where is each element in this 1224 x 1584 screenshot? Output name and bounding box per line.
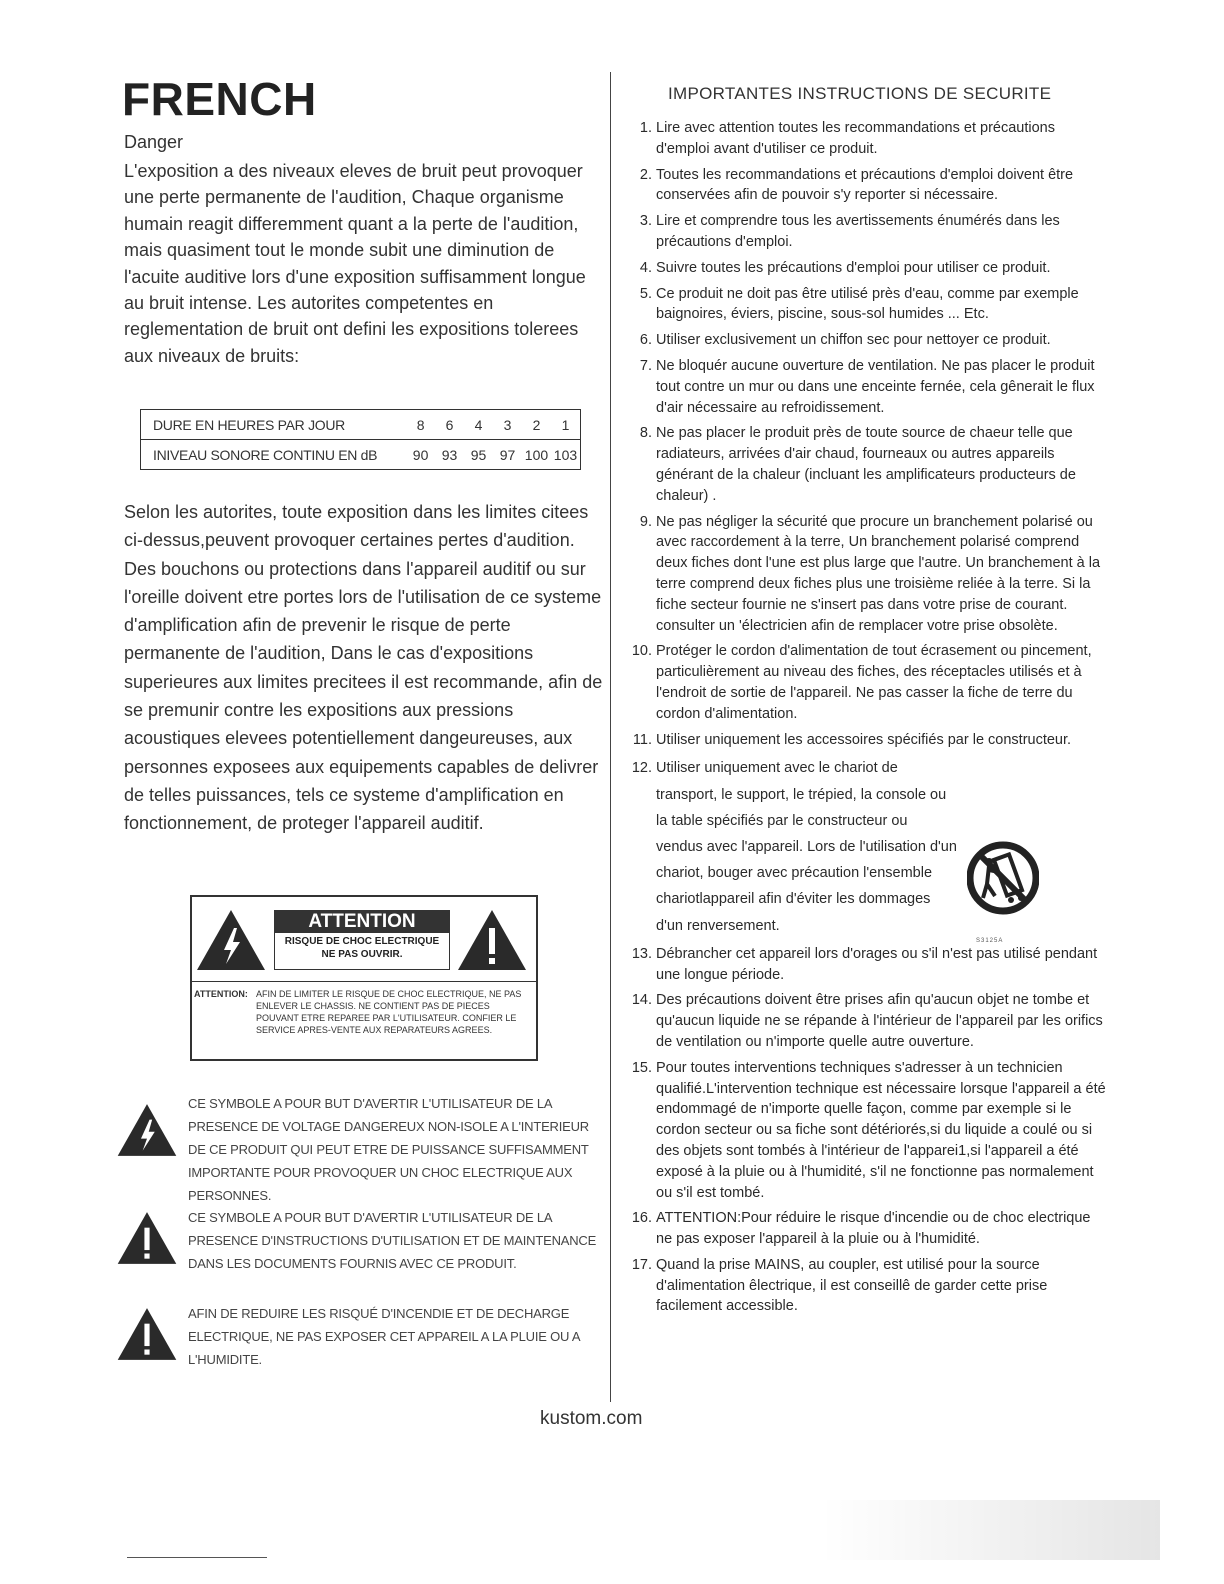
footer-website: kustom.com bbox=[540, 1408, 643, 1429]
item-text: Utiliser uniquement les accessoires spécifiés par le constructeur. bbox=[656, 731, 1072, 748]
hours-value: 2 bbox=[522, 410, 551, 440]
item-text: Ne pas placer le produit près de toute source de chaeur telle que radiateurs, arrivées d'air chaud, fourneaux ou autres appareils générant de la chaleur (incluant les amplificateurs producteurs de chaleur) . bbox=[656, 425, 1076, 504]
item-number: 8. bbox=[639, 425, 652, 442]
list-item bbox=[630, 330, 1108, 351]
attention-banner-line2: NE PAS OUVRIR. bbox=[321, 949, 403, 960]
noise-exposure-table bbox=[140, 409, 581, 470]
rain-warning-text: AFIN DE REDUIRE LES RISQUÉ D'INCENDIE ET DE DECHARGE ELECTRIQUE, NE PAS EXPOSER CET APPAREIL A LA PLUIE OU A L'HUMIDITE. bbox=[188, 1306, 580, 1367]
table-row bbox=[141, 410, 581, 440]
list-item bbox=[630, 944, 1108, 986]
item-number: 5. bbox=[639, 285, 652, 302]
level-value: 100 bbox=[522, 440, 551, 470]
item-text: Ne bloquér aucune ouverture de ventilation. Ne pas placer le produit tout contre un mur ou dans une enceinte fernée, cela gênerait le flux d'air nécessaire au refroidissement. bbox=[656, 357, 1095, 416]
level-row-label: INIVEAU SONORE CONTINU EN dB bbox=[141, 440, 407, 470]
cart-symbol-code: S3125A bbox=[976, 938, 1004, 944]
item-number: 12. bbox=[631, 760, 652, 777]
item-text: Lire et comprendre tous les avertissements énumérés dans les précautions d'emploi. bbox=[656, 213, 1060, 250]
list-item bbox=[630, 1208, 1108, 1250]
item-number: 7. bbox=[639, 357, 652, 374]
hours-value: 1 bbox=[551, 410, 581, 440]
item-text: Des précautions doivent être prises afin qu'aucun objet ne tombe et qu'aucun liquide ne se répande à l'intérieur de l'appareil par les orifics de ventilation ou n'importe quelle autre ouverture. bbox=[656, 992, 1103, 1050]
cart-tipover-icon bbox=[967, 820, 1039, 938]
item-text: Utiliser exclusivement un chiffon sec pour nettoyer ce produit. bbox=[656, 332, 1051, 349]
list-item bbox=[630, 641, 1108, 724]
item-text: Protéger le cordon d'alimentation de tout écrasement ou pincement, particulièrement au niveau des fiches, des réceptacles utilisés et à l'endroit de sortie de l'appareil. Ne pas casser la fiche de terre du cordon d'alimentation. bbox=[656, 643, 1092, 722]
item-number: 1. bbox=[639, 120, 652, 136]
hours-row-label: DURE EN HEURES PAR JOUR bbox=[141, 410, 407, 440]
attention-banner bbox=[274, 910, 450, 970]
column-divider bbox=[610, 72, 611, 1402]
list-item bbox=[630, 423, 1108, 506]
item-number: 11. bbox=[632, 731, 652, 748]
item-number: 13. bbox=[631, 945, 652, 962]
level-value: 103 bbox=[551, 440, 581, 470]
exclamation-warning-icon bbox=[116, 1306, 178, 1362]
item-number: 10. bbox=[631, 643, 652, 660]
item-text: Lire avec attention toutes les recommandations et précautions d'emploi avant d'utiliser ce produit. bbox=[656, 120, 1055, 157]
scan-shadow bbox=[820, 1500, 1160, 1560]
list-item bbox=[630, 356, 1108, 418]
level-value: 93 bbox=[435, 440, 464, 470]
attention-banner-line1: RISQUE DE CHOC ELECTRIQUE bbox=[284, 936, 440, 947]
item-text: Quand la prise MAINS, au coupler, est utilisé pour la source d'alimentation êlectrique, il est conseillê de garder cette prise facilement accessible. bbox=[656, 1256, 1048, 1315]
hearing-protection-paragraph: Selon les autorites, toute exposition dans les limites citees ci-dessus,peuvent provoquer certaines pertes d'audition. Des bouchons ou protections dans l'appareil auditif ou sur l'oreille doivent etre portes lors de l'utilisation de ce systeme d'amplification afin de prevenir le risque de perte permanente de l'audition, Dans le cas d'expositions superieures aux limites precitees il est recommande, afin de se premunir contre les expositions aux pressions acoustiques elevees potentiellement dangeureuses, aux personnes exposees aux equipements capables de delivrer de telles puissances, tels ce systeme d'amplification en fonctionnement, de proteger l'appareil auditif. bbox=[124, 502, 603, 834]
hours-value: 8 bbox=[406, 410, 435, 440]
attention-banner-title: ATTENTION bbox=[275, 911, 449, 933]
scan-artifact-line bbox=[127, 1557, 267, 1558]
list-item bbox=[630, 730, 1108, 751]
hours-value: 3 bbox=[493, 410, 522, 440]
item-text: Utiliser uniquement avec le chariot de transport, le support, le trépied, la console ou la table spécifiés par le constructeur ou vendus avec l'appareil. Lors de l'utilisation d'un chariot, bouger avec précaution l'ensemble chariotlappareil afin d'éviter les dommages d'un renversement. bbox=[656, 760, 957, 934]
list-item bbox=[630, 284, 1108, 326]
attention-divider bbox=[190, 981, 538, 982]
list-item bbox=[630, 118, 1108, 160]
level-value: 95 bbox=[464, 440, 493, 470]
item-number: 9. bbox=[639, 513, 652, 530]
attention-body: AFIN DE LIMITER LE RISQUE DE CHOC ELECTRIQUE, NE PAS ENLEVER LE CHASSIS. NE CONTIENT PAS DE PIECES POUVANT ETRE REPAREE PAR L'UTILISATEUR. CONFIER LE SERVICE APRES-VENTE AUX REPARATEURS AGREES. bbox=[256, 989, 522, 1035]
hours-value: 4 bbox=[464, 410, 493, 440]
list-item bbox=[630, 211, 1108, 253]
item-text: Toutes les recommandations et précautions d'emploi doivent être conservées afin de pouvoir s'y reporter si nécessaire. bbox=[656, 166, 1074, 204]
list-item bbox=[630, 1255, 1108, 1317]
level-value: 90 bbox=[406, 440, 435, 470]
safety-heading: IMPORTANTES INSTRUCTIONS DE SECURITE bbox=[668, 84, 1052, 103]
item-text: Suivre toutes les précautions d'emploi pour utiliser ce produit. bbox=[656, 259, 1051, 276]
list-item bbox=[630, 258, 1108, 279]
exclamation-symbol-text: CE SYMBOLE A POUR BUT D'AVERTIR L'UTILISATEUR DE LA PRESENCE D'INSTRUCTIONS D'UTILISATION ET DE MAINTENANCE DANS LES DOCUMENTS FOURNIS AVEC CE PRODUIT. bbox=[188, 1210, 597, 1271]
item-number: 6. bbox=[639, 332, 652, 349]
exclamation-warning-icon bbox=[116, 1210, 178, 1266]
list-item bbox=[630, 165, 1108, 207]
attention-label: ATTENTION: bbox=[194, 989, 248, 999]
lightning-symbol-text: CE SYMBOLE A POUR BUT D'AVERTIR L'UTILISATEUR DE LA PRESENCE DE VOLTAGE DANGEREUX NON-ISOLE A L'INTERIEUR DE CE PRODUIT QUI PEUT ETRE DE PUISSANCE SUFFISAMMENT IMPORTANTE POUR PROVOQUER UN CHOC ELECTRIQUE AUX PERSONNES. bbox=[188, 1096, 589, 1203]
item-number: 14. bbox=[631, 992, 652, 1009]
exclamation-warning-icon bbox=[456, 908, 528, 972]
safety-instructions-list bbox=[630, 118, 1108, 1322]
hours-value: 6 bbox=[435, 410, 464, 440]
table-row bbox=[141, 440, 581, 470]
item-number: 17. bbox=[631, 1256, 652, 1273]
list-item bbox=[630, 990, 1108, 1052]
list-item bbox=[630, 1058, 1108, 1204]
page-title: FRENCH bbox=[122, 73, 317, 125]
item-number: 3. bbox=[639, 213, 652, 230]
item-number: 15. bbox=[631, 1059, 652, 1076]
level-value: 97 bbox=[493, 440, 522, 470]
item-text: ATTENTION:Pour réduire le risque d'incendie ou de choc electrique ne pas exposer l'appareil à la pluie ou à l'humidité. bbox=[656, 1210, 1091, 1248]
item-number: 2. bbox=[639, 166, 652, 183]
lightning-warning-icon bbox=[116, 1102, 178, 1158]
intro-paragraph: L'exposition a des niveaux eleves de bruit peut provoquer une perte permanente de l'audition, Chaque organisme humain reagit differemment quant a la perte de l'audition, mais quasiment tout le monde subit une diminution de l'acuite auditive lors d'une exposition suffisamment longue au bruit intense. Les autorites competentes en reglementation de bruit ont defini les expositions tolerees aux niveaux de bruits: bbox=[124, 161, 586, 366]
lightning-warning-icon bbox=[195, 908, 267, 972]
item-number: 4. bbox=[639, 259, 652, 276]
item-number: 16. bbox=[631, 1210, 652, 1227]
danger-label: Danger bbox=[124, 132, 184, 152]
item-text: Débrancher cet appareil lors d'orages ou s'il n'est pas utilisé pendant une longue période. bbox=[656, 945, 1098, 983]
list-item bbox=[630, 512, 1108, 637]
item-text: Ne pas négliger la sécurité que procure un branchement polarisé ou avec raccordement à la terre, Un branchement polarisé comprend deux fiches dont l'une est plus large que l'autre. Un branchement à la terre comprend deux fiches plus une troisième reliée à la terre. Si la fiche secteur fournie ne s'insert pas dans votre prise de courant. consulter un 'électricien afin de remplacer votre prise obsolète. bbox=[656, 513, 1101, 634]
item-text: Pour toutes interventions techniques s'adresser à un technicien qualifié.L'intervention technique est nécessaire lorsque l'appareil a été endommagé de n'importe quelle façon, comme par exemple si le cordon secteur ou sa fiche sont détériorés,si du liquide a coulé ou si des objets sont tombés à l'intérieur de l'apparei1,si l'appareil a été exposé à la pluie ou à l'humidité, s'il ne fonctionne pas normalement ou s'il est tombé. bbox=[656, 1059, 1106, 1201]
item-text: Ce produit ne doit pas être utilisé près d'eau, comme par exemple baignoires, éviers, piscine, sous-sol humides ... Etc. bbox=[656, 285, 1079, 323]
